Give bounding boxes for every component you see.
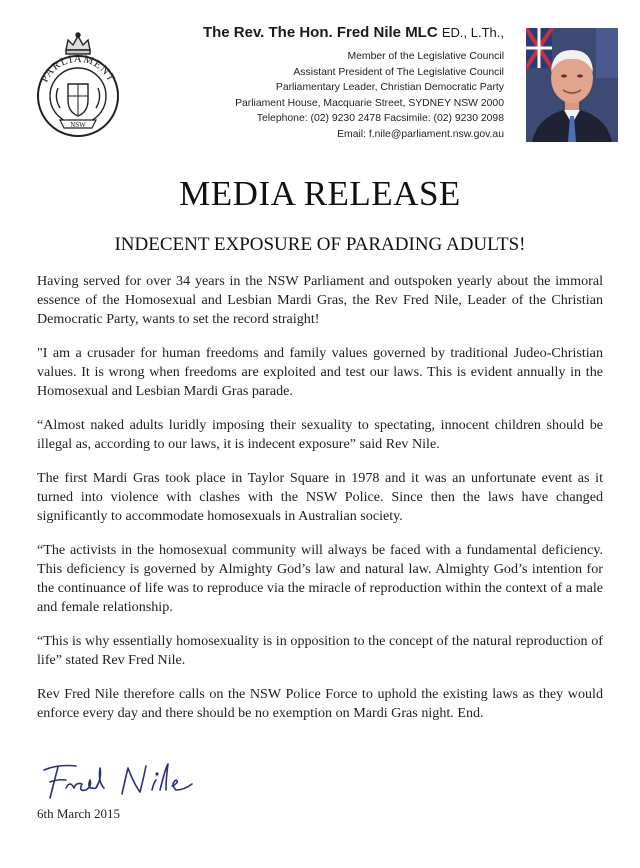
letterhead-line-address: Parliament House, Macquarie Street, SYDNEY NSW 2000 [235,97,504,109]
document-title: MEDIA RELEASE [179,174,461,213]
paragraph: The first Mardi Gras took place in Taylor Square in 1978 and it was an unfortunate event as it turned into violence with clashes with the NSW Police. Since then the laws have changed significantly to accommodate homosexuals in Australian society. [37,470,603,524]
paragraph: “Almost naked adults luridly imposing their sexuality to spectating, innocent children should be illegal as, according to our laws, it is indecent exposure” said Rev Nile. [37,417,603,452]
handwritten-signature [36,758,206,802]
letterhead-line-phone: Telephone: (02) 9230 2478 Facsimile: (02) 9230 2098 [256,113,504,125]
letterhead-text [124,24,504,143]
letterhead [0,0,640,160]
svg-text:PARLIAMENT: PARLIAMENT [38,52,118,85]
letterhead-line-party: Parliamentary Leader, Christian Democratic Party [275,82,504,94]
paragraph: “This is why essentially homosexuality is in opposition to the concept of the natural reproduction of life” stated Rev Fred Nile. [37,633,603,668]
svg-text:NSW: NSW [70,121,86,129]
letterhead-line-email: Email: f.nile@parliament.nsw.gov.au [337,128,504,140]
release-body [37,272,603,738]
member-qualifications: ED., L.Th., [441,25,504,40]
letterhead-line-role: Member of the Legislative Council [347,51,504,62]
release-date: 6th March 2015 [37,806,121,821]
portrait-photo [526,28,618,142]
paragraph: Rev Fred Nile therefore calls on the NSW Police Force to uphold the existing laws as they would enforce every day and there should be no exemption on Mardi Gras night. End. [37,686,603,721]
member-name-text: The Rev. The Hon. Fred Nile MLC [202,24,438,41]
paragraph: Having served for over 34 years in the NSW Parliament and outspoken yearly about the immoral essence of the Homosexual and Lesbian Mardi Gras, the Rev Fred Nile, Leader of the Christian Democratic Party, wants to set the record straight! [37,273,603,327]
letterhead-line-position: Assistant President of The Legislative Council [293,66,504,78]
paragraph: "I am a crusader for human freedoms and family values governed by traditional Judeo-Christian values. It is wrong when freedoms are exploited and test our laws. This is evident annually in the Homosexual and Lesbian Mardi Gras parade. [37,345,603,399]
paragraph: “The activists in the homosexual community will always be faced with a fundamental deficiency. This deficiency is governed by Almighty God’s law and natural law. Almighty God’s intention for the continuance of life was to reproduce via the miracle of reproduction within the context of a male and female relationship. [37,542,603,615]
document-subtitle: INDECENT EXPOSURE OF PARADING ADULTS! [114,234,526,255]
parliament-seal-logo [30,28,126,138]
letterhead-contact-lines [124,49,504,143]
member-name [124,24,504,41]
